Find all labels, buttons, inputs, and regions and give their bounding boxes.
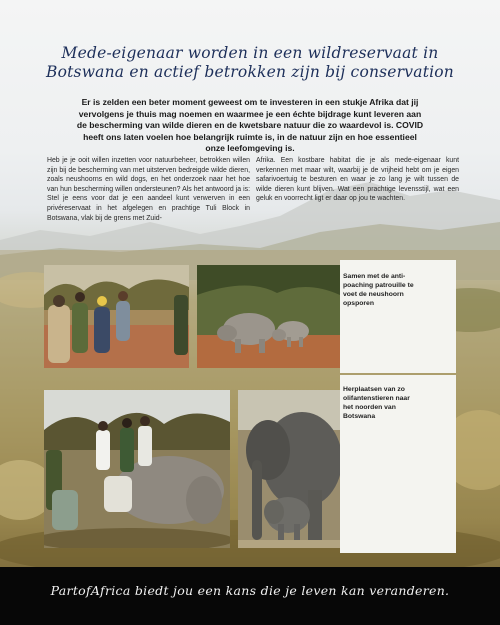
footer-tagline: PartofAfrica biedt jou een kans die je leven kan veranderen. [50, 583, 450, 598]
body-column-2: Afrika. Een kostbare habitat die je als mede-eigenaar kunt verkennen met maar wilt, waarbij je de vrijheid hebt om je eigen safarivoertuig te besturen en waar je zo lang je wilt tussen de wilde dieren kunt blijven. Wat een prachtige levensstijl, wat een geluk en voorrecht ligt er daar op jou te wachten. [256, 157, 459, 203]
caption-rhino: Samen met de anti-poaching patrouille te voet de neushoorn opsporen [343, 273, 414, 307]
title-line-2: Botswana en actief betrokken zijn bij conservation [45, 63, 454, 81]
page-title [40, 44, 460, 82]
photo-rhinos [197, 265, 340, 368]
photo-elephant-relocation [44, 390, 230, 548]
photo-walking-patrol [44, 265, 189, 368]
caption-elephant: Herplaatsen van zo olifantenstieren naar het noorden van Botswana [343, 386, 410, 420]
photo-elephants [238, 390, 340, 548]
title-line-1: Mede-eigenaar worden in een wildreservaat in [61, 44, 439, 62]
intro-paragraph: Er is zelden een beter moment geweest om te investeren in een stukje Afrika dat jij vervolgens je thuis mag noemen en waarmee je een échte bijdrage kunt leveren aan de bescherming van wilde dieren en de kwetsbare natuur die zo waardevol is. COVID heeft ons laten voelen hoe belangrijk ruimte is, in de natuur zijn en hoe essentieel onze leefomgeving is. [76, 97, 424, 154]
body-column-1: Heb je je ooit willen inzetten voor natuurbeheer, betrokken willen zijn bij de bescherming van met uitsterven bedreigde wilde dieren, zoals neushoorns en wild dogs, en het onderzoek naar het hoe van hun bescherming willen ondersteunen? Als het antwoord ja is: Stel je eens voor dat je een aandeel kunt verwerven in een privéreservaat in het afgelegen en prachtige Tuli Block in Botswana, vlak bij de grens met Zuid- [47, 157, 250, 222]
